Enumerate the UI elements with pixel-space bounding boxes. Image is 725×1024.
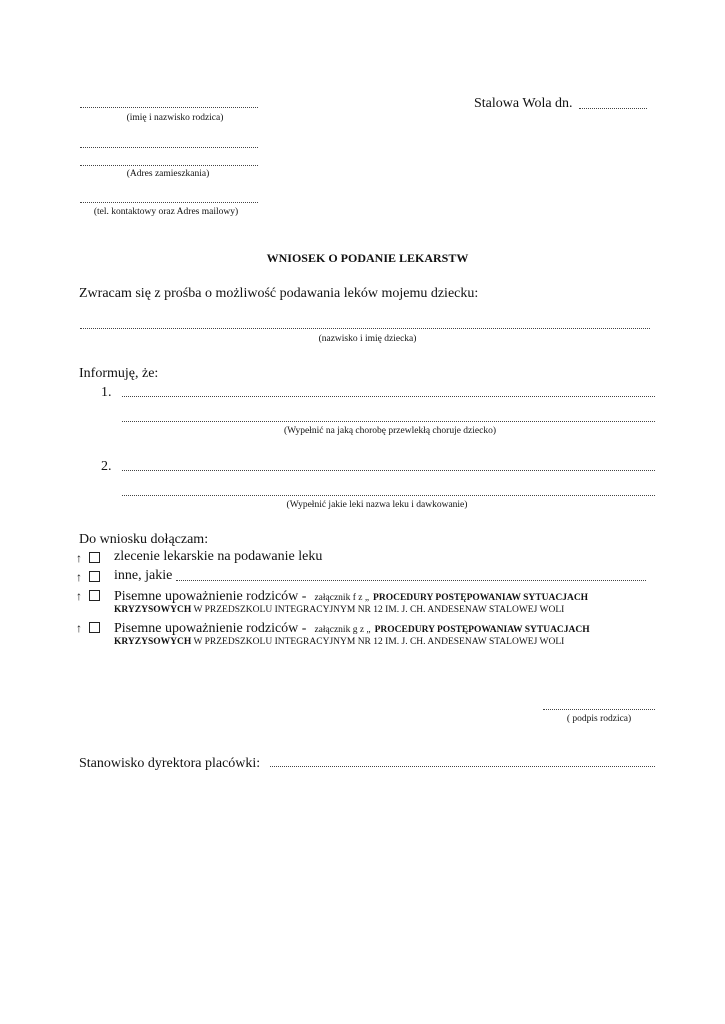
attachment-4-annex: załącznik g z „ — [314, 625, 371, 635]
item-2-number: 2. — [101, 459, 112, 474]
attachment-1-label: zlecenie lekarskie na podawanie leku — [114, 549, 323, 564]
attachment-2-checkbox[interactable] — [89, 571, 100, 582]
item-1-line-2[interactable] — [122, 421, 655, 422]
child-name-caption: (nazwisko i imię dziecka) — [318, 334, 417, 344]
arrow-icon: ↑ — [76, 621, 82, 635]
attachment-3-row — [114, 587, 588, 605]
parent-name-caption: (imię i nazwisko rodzica) — [126, 113, 224, 123]
director-line[interactable] — [270, 766, 655, 767]
attachment-4-checkbox[interactable] — [89, 622, 100, 633]
item-1-line-1[interactable] — [122, 396, 655, 397]
attachment-3-label: Pisemne upoważnienie rodziców - — [114, 589, 307, 604]
arrow-icon: ↑ — [76, 570, 82, 584]
contact-caption: (tel. kontaktowy oraz Adres mailowy) — [93, 207, 239, 217]
request-line: Zwracam się z prośba o możliwość podawania leków mojemu dziecku: — [79, 286, 479, 301]
attachment-4-place: W PRZEDSZKOLU INTEGRACYJNYM NR 12 IM. J. CH. ANDESENAW STALOWEJ WOLI — [191, 637, 565, 647]
signature-line[interactable] — [543, 709, 655, 710]
director-label: Stanowisko dyrektora placówki: — [79, 756, 261, 771]
attachment-4-place-row — [114, 637, 564, 647]
attachment-3-place: W PRZEDSZKOLU INTEGRACYJNYM NR 12 IM. J. CH. ANDESENAW STALOWEJ WOLI — [191, 605, 565, 615]
item-1-number: 1. — [101, 385, 112, 400]
item-1-caption: (Wypełnić na jaką chorobę przewlekłą choruje dziecko) — [283, 426, 496, 436]
item-2-line-2[interactable] — [122, 495, 655, 496]
attachment-1-checkbox[interactable] — [89, 552, 100, 563]
attachment-3-procedure: PROCEDURY POSTĘPOWANIAW SYTUACJACH — [373, 593, 589, 603]
attachment-3-place-row — [114, 605, 564, 615]
signature-caption: ( podpis rodzica) — [566, 714, 632, 724]
attachment-3-procedure-cont: KRYZYSOWYCH — [114, 605, 192, 615]
city-date-label: Stalowa Wola dn. — [474, 96, 573, 111]
address-line-1[interactable] — [80, 147, 258, 148]
item-2-caption: (Wypełnić jakie leki nazwa leku i dawkowanie) — [286, 500, 468, 510]
address-line-2[interactable] — [80, 165, 258, 166]
date-line[interactable] — [579, 108, 647, 109]
item-2-line-1[interactable] — [122, 470, 655, 471]
attachment-4-procedure: PROCEDURY POSTĘPOWANIAW SYTUACJACH — [374, 625, 590, 635]
address-caption: (Adres zamieszkania) — [126, 169, 210, 179]
attachment-4-label: Pisemne upoważnienie rodziców - — [114, 621, 307, 636]
child-name-line[interactable] — [80, 328, 650, 329]
arrow-icon: ↑ — [76, 589, 82, 603]
attachment-3-annex: załącznik f z „ — [314, 593, 370, 603]
parent-name-line[interactable] — [80, 107, 258, 108]
attachments-label: Do wniosku dołączam: — [79, 532, 209, 547]
attachment-4-procedure-cont: KRYZYSOWYCH — [114, 637, 192, 647]
attachment-2-label: inne, jakie — [114, 568, 173, 583]
contact-line[interactable] — [80, 202, 258, 203]
arrow-icon: ↑ — [76, 551, 82, 565]
document-title: WNIOSEK O PODANIE LEKARSTW — [266, 251, 469, 265]
attachment-4-row — [114, 619, 590, 637]
attachment-3-checkbox[interactable] — [89, 590, 100, 601]
inform-label: Informuję, że: — [79, 366, 159, 381]
attachment-2-line[interactable] — [176, 580, 646, 581]
